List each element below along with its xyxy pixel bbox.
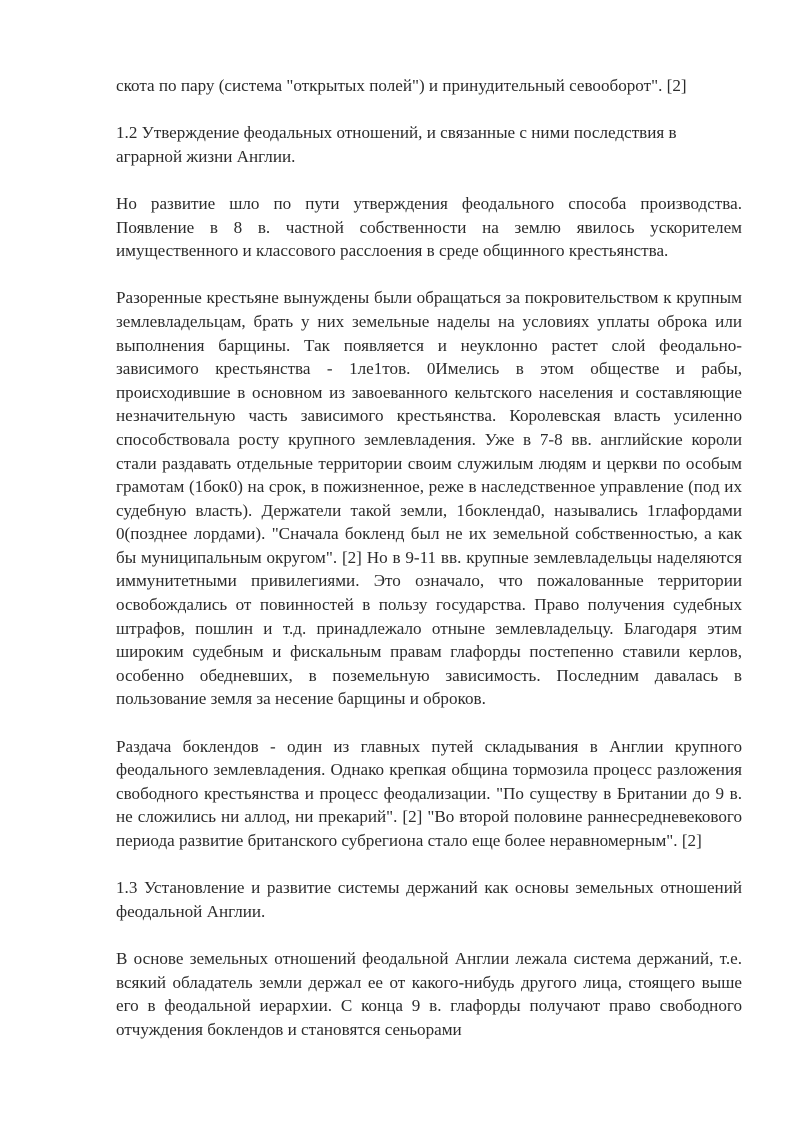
paragraph-quote-ending: скота по пару (система "открытых полей") и принудительный севооборот". [2] — [116, 76, 687, 95]
document-page — [116, 74, 742, 1065]
paragraph-feudal-development: Но развитие шло по пути утверждения феодального способа производства. Появление в 8 в. частной собственности на землю явилось ускорителем имущественного и классового расслоения в среде общинного крестьянства. — [116, 193, 742, 261]
paragraph-holdings-system: В основе земельных отношений феодальной Англии лежала система держаний, т.е. всякий обладатель земли держал ее от какого-нибудь другого лица, стоящего выше его в феодальной иерархии. С конца 9 в. глафорды получают право свободного отчуждения боклендов и становятся сеньорами — [116, 948, 742, 1039]
paragraph-booklands: Раздача боклендов - один из главных путей складывания в Англии крупного феодального землевладения. Однако крепкая община тормозила процесс разложения свободного крестьянства и процесс феодализации. "По существу в Британии до 9 в. не сложились ни аллод, ни прекарий". [2] "Во второй половине раннесредневекового периода развитие британского субрегиона стало еще более неравномерным". [2] — [116, 736, 742, 850]
paragraph-ruined-peasants: Разоренные крестьяне вынуждены были обращаться за покровительством к крупным землевладельцам, брать у них земельные наделы на условиях уплаты оброка или выполнения барщины. Так появляется и неуклонно растет слой феодально-зависимого крестьянства - 1ле1тов. 0Имелись в этом обществе и рабы, происходившие в основном из завоеванного кельтского населения и составляющие незначительную часть зависимого крестьянства. Королевская власть усиленно способствовала росту крупного землевладения. Уже в 7-8 вв. английские короли стали раздавать отдельные территории своим служилым людям и церкви по особым грамотам (1бок0) на срок, в пожизненное, реже в наследственное управление (под их судебную власть). Держатели такой земли, 1бокленда0, назывались 1глафордами 0(позднее лордами). "Сначала бокленд был не их земельной собственностью, а как бы муниципальным округом". [2] Но в 9-11 вв. крупные землевладельцы наделяются иммунитетными привилегиями. Это означало, что пожалованные территории освобождались от повинностей в пользу государства. Право получения судебных штрафов, пошлин и т.д. принадлежало отныне землевладельцу. Благодаря этим широким судебным и фискальным правам глафорды постепенно ставили керлов, особенно обедневших, в поземельную зависимость. Последним давалась в пользование земля за несение барщины и оброков. — [116, 288, 742, 709]
section-heading-1-2: 1.2 Утверждение феодальных отношений, и связанные с ними последствия в аграрной жизни Англии. — [116, 123, 677, 166]
section-heading-1-3: 1.3 Установление и развитие системы держаний как основы земельных отношений феодальной Англии. — [116, 878, 742, 921]
